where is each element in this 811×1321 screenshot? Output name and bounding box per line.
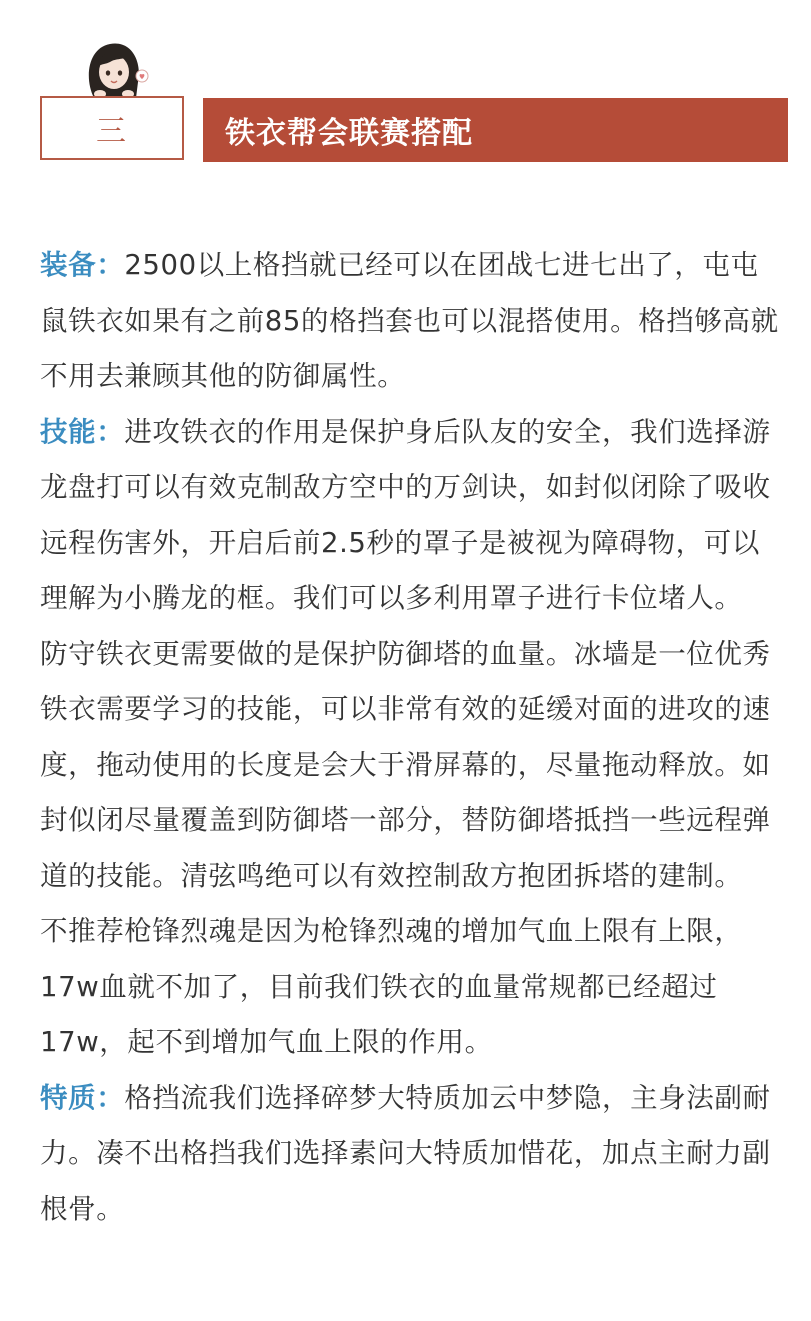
- paragraph-not-recommended: [40, 904, 780, 1071]
- paragraph-text: 进攻铁衣的作用是保护身后队友的安全，我们选择游龙盘打可以有效克制敌方空中的万剑诀，如封似闭除了吸收远程伤害外，开启后前2.5秒的罩子是被视为障碍物，可以理解为小腾龙的框。我们可以多利用罩子进行卡位堵人。: [40, 415, 771, 614]
- paragraph-defense: [40, 627, 780, 905]
- paragraph-skills: [40, 405, 780, 627]
- avatar: [80, 38, 152, 102]
- paragraph-text: 不推荐枪锋烈魂是因为枪锋烈魂的增加气血上限有上限，17w血就不加了，目前我们铁衣的血量常规都已经超过17w，起不到增加气血上限的作用。: [40, 915, 743, 1058]
- label-skills: 技能：: [40, 415, 125, 448]
- label-equipment: 装备：: [40, 249, 125, 281]
- section-title: 铁衣帮会联赛搭配: [225, 116, 473, 151]
- paragraph-text: 防守铁衣更需要做的是保护防御塔的血量。冰墙是一位优秀铁衣需要学习的技能，可以非常有效的延缓对面的进攻的速度，拖动使用的长度是会大于滑屏幕的，尽量拖动释放。如封似闭尽量覆盖到防御塔一部分，替防御塔抵挡一些远程弹道的技能。清弦鸣绝可以有效控制敌方抱团拆塔的建制。: [40, 637, 771, 892]
- paragraph-equipment: [40, 238, 780, 405]
- section-number: 三: [96, 114, 128, 149]
- paragraph-text: 格挡流我们选择碎梦大特质加云中梦隐，主身法副耐力。凑不出格挡我们选择素问大特质加惜花，加点主耐力副根骨。: [40, 1081, 771, 1225]
- section-title-bar: [203, 98, 788, 162]
- label-traits: 特质：: [40, 1081, 125, 1114]
- section-number-box: [40, 96, 184, 160]
- paragraph-traits: [40, 1071, 780, 1238]
- article-body: [40, 238, 780, 1237]
- paragraph-text: 2500以上格挡就已经可以在团战七进七出了，屯屯鼠铁衣如果有之前85的格挡套也可以混搭使用。格挡够高就不用去兼顾其他的防御属性。: [40, 249, 779, 392]
